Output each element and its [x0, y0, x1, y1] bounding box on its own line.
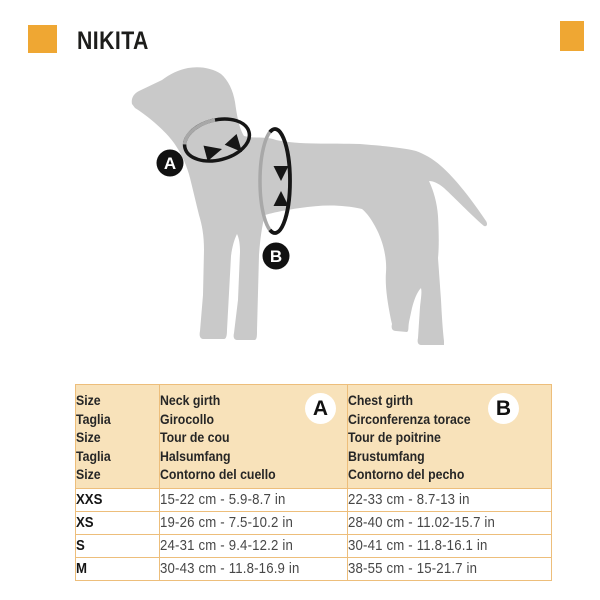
- header-cell-size: Size Taglia Size Taglia Size: [76, 385, 160, 489]
- size-chart: [75, 384, 548, 581]
- diagram-badge-b: [263, 243, 290, 270]
- chest-range: 28-40 cm - 11.02-15.7 in: [348, 514, 496, 531]
- svg-text:A: A: [163, 154, 177, 173]
- neck-range: 15-22 cm - 5.9-8.7 in: [160, 491, 286, 508]
- size-value: S: [76, 537, 85, 554]
- size-value: XS: [76, 514, 94, 531]
- size-value: XXS: [76, 491, 103, 508]
- chest-range: 22-33 cm - 8.7-13 in: [348, 491, 470, 508]
- header-cell-chest-girth: Chest girth Circonferenza torace Tour de poitrine Brustumfang Contorno del pecho: [348, 385, 552, 489]
- chest-range: 38-55 cm - 15-21.7 in: [348, 560, 478, 577]
- neck-range: 24-31 cm - 9.4-12.2 in: [160, 537, 294, 554]
- neck-range: 30-43 cm - 11.8-16.9 in: [160, 560, 300, 577]
- table-row-s: [76, 535, 552, 558]
- size-value: M: [76, 560, 87, 577]
- table-row-xs: [76, 512, 552, 535]
- diagram-badge-a: [157, 150, 184, 177]
- table-badge-b: B: [488, 393, 519, 424]
- svg-text:B: B: [269, 247, 283, 266]
- dog-silhouette: [132, 67, 487, 345]
- table-row-m: [76, 558, 552, 581]
- neck-range: 19-26 cm - 7.5-10.2 in: [160, 514, 294, 531]
- header-cell-neck-girth: Neck girth Girocollo Tour de cou Halsumfang Contorno del cuello: [160, 385, 348, 489]
- table-badge-a: A: [305, 393, 336, 424]
- page-title: NIKITA: [77, 27, 149, 55]
- table-row-xxs: [76, 489, 552, 512]
- chest-range: 30-41 cm - 11.8-16.1 in: [348, 537, 488, 554]
